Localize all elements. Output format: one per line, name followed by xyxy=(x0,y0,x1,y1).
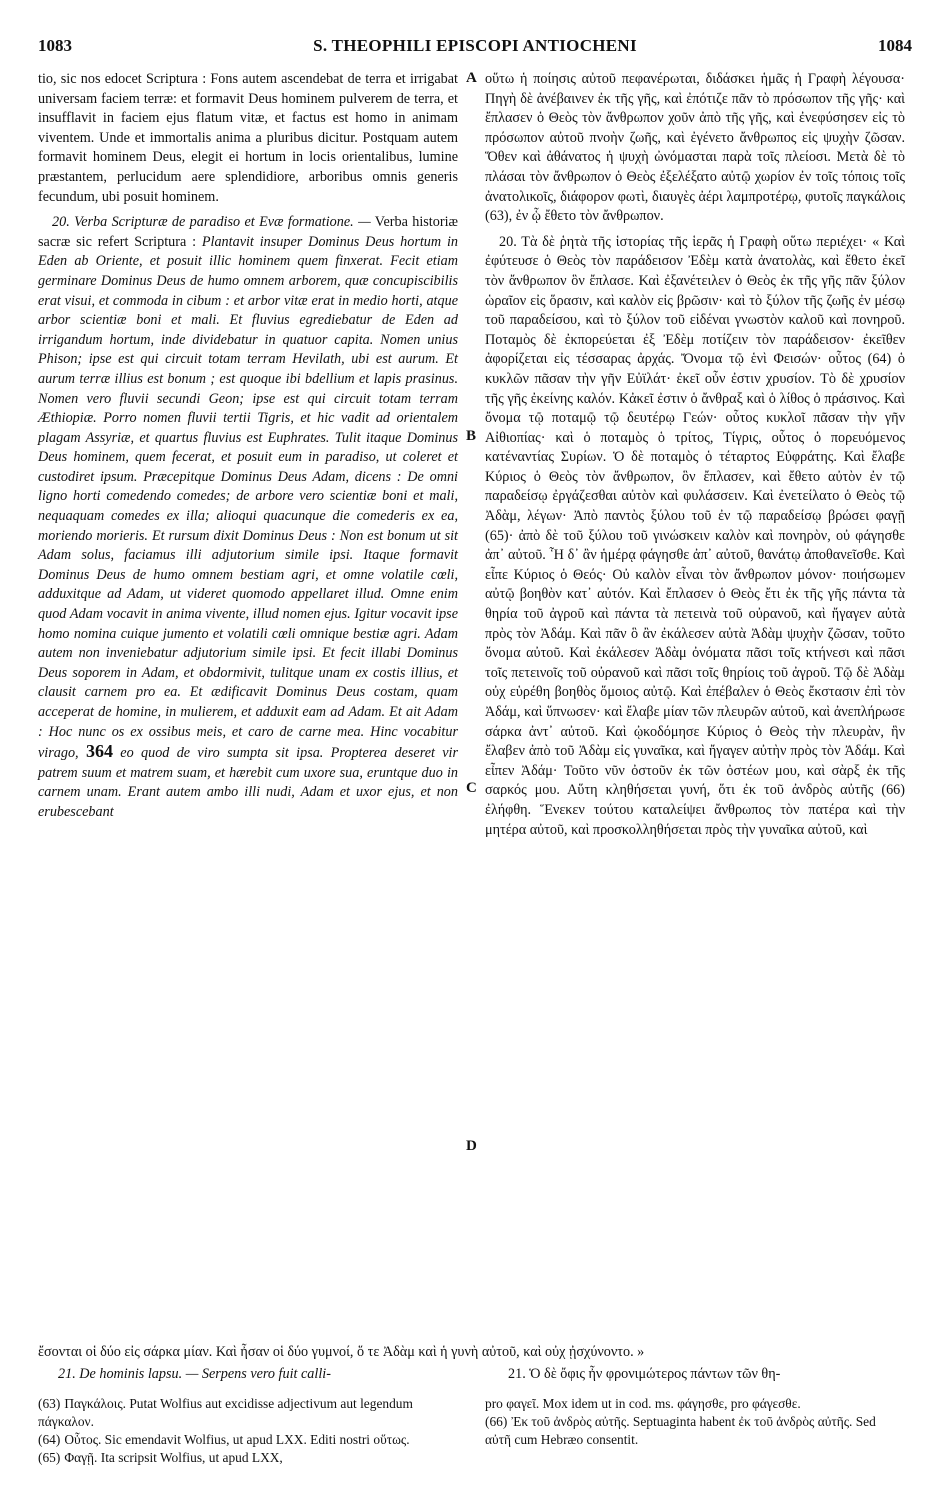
footnote xyxy=(38,1449,458,1467)
section-heading-20-latin: 20. Verba Scripturæ de paradiso et Evæ formatione. — xyxy=(52,214,371,231)
footnotes-right xyxy=(485,1395,905,1449)
footnote xyxy=(485,1395,905,1413)
margin-marker-a: A xyxy=(466,70,477,86)
greek-paragraph-20: 20. Τὰ δὲ ῥητὰ τῆς ἱστορίας τῆς ἱερᾶς ἡ Γραφὴ οὕτω περιέχει· « Καὶ ἐφύτευσε ὁ Θεὸς τὸν παράδεισον Ἐδὲμ κατὰ ἀνατολὰς, καὶ ἔθετο ἐκεῖ τὸν ἄνθρωπον ὃν ἔπλασε. Καὶ ἐξανέτειλεν ὁ Θεὸς ἐκ τῆς γῆς πᾶν ξύλον ὡραῖον εἰς ὅρασιν, καὶ καλὸν εἰς βρῶσιν· καὶ τὸ ξύλον τῆς ζωῆς ἐν μέσῳ τοῦ παραδείσου, καὶ τὸ ξύλον τοῦ εἰδέναι γνωστὸν καλοῦ καὶ πονηροῦ. Ποταμὸς δὲ ἐκπορεύεται ἐξ Ἐδὲμ ποτίζειν τὸν παράδεισον· ἐκεῖθεν ἀφορίζεται εἰς τέσσαρας ἀρχάς. Ὄνομα τῷ ἑνὶ Φεισών· οὗτος (64) ὁ κυκλῶν πᾶσαν τὴν γῆν Εὐϊλάτ· ἐκεῖ οὖν ἐστιν χρυσίον. Τὸ δὲ χρυσίον τῆς γῆς ἐκείνης καλόν. Κἀκεῖ ἐστιν ὁ ἄνθραξ καὶ ὁ λίθος ὁ πράσινος. Καὶ ὄνομα τῷ ποταμῷ τῷ δευτέρῳ Γεών· οὗτος κυκλοῖ πᾶσαν τὴν γῆν Αἰθιοπίας· καὶ ὁ ποταμὸς ὁ τρίτος, Τίγρις, οὗτος ὁ πορευόμενος κατέναντίας Συρίων. Ὁ δὲ ποταμὸς ὁ τέταρτος Εὐφράτης. Καὶ ἔλαβε Κύριος ὁ Θεὸς τὸν ἄνθρωπον, ὃν ἔπλασεν, καὶ ἔθετο αὐτὸν ἐν τῷ παραδείσῳ ἐργάζεσθαι αὐτὸν καὶ φυλάσσειν. Καὶ ἐνετείλατο ὁ Θεὸς τῷ Ἀδὰμ, λέγων· Ἀπὸ παντὸς ξύλου τοῦ ἐν τῷ παραδείσῳ βρώσει φαγῇ (65)· ἀπὸ δὲ τοῦ ξύλου τοῦ γινώσκειν καλὸν καὶ πονηρὸν, οὐ φάγησθε ἀπ᾽ αὐτοῦ. Ἧ δ᾽ ἂν ἡμέρᾳ φάγησθε ἀπ᾽ αὐτοῦ, θανάτῳ ἀποθανεῖσθε. Καὶ εἶπε Κύριος ὁ Θεός· Οὐ καλὸν εἶναι τὸν ἄνθρωπον μόνον· ποιήσωμεν αὐτῷ βοηθὸν κατ᾽ αὐτόν. Καὶ ἔπλασεν ὁ Θεὸς ἔτι ἐκ τῆς γῆς πάντα τὰ θηρία τοῦ ἀγροῦ καὶ πάντα τὰ πετεινὰ τοῦ οὐρανοῦ, καὶ ἤγαγεν αὐτὰ πρὸς τὸν Ἀδάμ. Καὶ πᾶν ὃ ἂν ἐκάλεσεν αὐτὰ Ἀδὰμ ψυχὴν ζῶσαν, τοῦτο ὄνομα αὐτοῦ. Καὶ ἐκάλεσεν Ἀδὰμ ὀνόματα πᾶσι τοῖς κτήνεσι καὶ πᾶσι τοῖς πετεινοῖς τοῦ οὐρανοῦ καὶ πᾶσι τοῖς θηρίοις τοῦ ἀγροῦ. Τῷ δὲ Ἀδὰμ οὐχ εὑρέθη βοηθὸς ὅμοιος αὐτῷ. Καὶ ἐπέβαλεν ὁ Θεὸς ἔκστασιν ἐπὶ τὸν Ἀδάμ, καὶ ὕπνωσεν· καὶ ἔλαβε μίαν τῶν πλευρῶν αὐτοῦ, καὶ ἀνεπλήρωσε σάρκα ἀντ᾽ αὐτοῦ. Καὶ ᾠκοδόμησε Κύριος ὁ Θεὸς τὴν πλευρὰν, ἣν ἔλαβεν ἀπὸ τοῦ Ἀδὰμ εἰς γυναῖκα, καὶ ἤγαγεν αὐτὴν πρὸς τὸν Ἀδάμ. Καὶ εἶπεν Ἀδάμ· Τοῦτο νῦν ὀστοῦν ἐκ τῶν ὀστέων μου, καὶ σὰρξ ἐκ τῆς σαρκός μου. Αὕτη κληθήσεται γυνή, ὅτι ἐκ τοῦ ἀνδρὸς αὐτῆς (66) ἐλήφθη. Ἕνεκεν τούτου καταλείψει ἄνθρωπος τὸν πατέρα καὶ τὴν μητέρα αὐτοῦ, καὶ προσκολληθήσεται πρὸς τὴν γυναῖκα αὐτοῦ, καὶ xyxy=(485,233,905,838)
page-number-right: 1084 xyxy=(878,36,912,55)
footnote-text: Παγκάλοις. Putat Wolfius aut excidisse adjectivum aut legendum πάγκαλον. xyxy=(38,1396,413,1429)
greek-paragraph-19: οὕτω ἡ ποίησις αὐτοῦ πεφανέρωται, διδάσκει ἡμᾶς ἡ Γραφὴ λέγουσα· Πηγὴ δὲ ἀνέβαινεν ἐκ τῆς γῆς, καὶ ἐπότιζε πᾶν τὸ πρόσωπον τῆς γῆς· καὶ ἔπλασεν ὁ Θεὸς τὸν ἄνθρωπον χοῦν ἀπὸ τῆς γῆς, καὶ ἐνεφύσησεν εἰς τὸ πρόσωπον αὐτοῦ πνοὴν ζωῆς, καὶ ἐγένετο ἄνθρωπος εἰς ψυχὴν ζῶσαν. Ὅθεν καὶ ἀθάνατος ἡ ψυχὴ ὠνόμασται παρὰ τοῖς πλείοσι. Μετὰ δὲ τὸ πλάσαι τὸν ἄνθρωπον ὁ Θεὸς ἐξελέξατο αὐτῷ χωρίον ἐν τοῖς τόποις τοῖς ἀνατολικοῖς, διάφορον φωτὶ, διαυγὲς ἀέρι λαμπροτέρῳ, φυτοῖς παγκάλοις (63), ἐν ᾧ ἔθετο τὸν ἄνθρωπον. xyxy=(485,71,905,225)
section-heading-21-latin: 21. De hominis lapsu. — Serpens vero fuit calli- xyxy=(58,1366,331,1382)
greek-column xyxy=(485,70,905,840)
margin-marker-b: B xyxy=(466,428,477,444)
footnote-number: (64) xyxy=(38,1432,61,1447)
margin-marker-c: C xyxy=(466,780,477,796)
latin-intro: Verba historiæ sacræ sic refert Scriptura : xyxy=(38,214,458,250)
footnote-text: pro φαγεῖ. Mox idem ut in cod. ms. φάγησθε, pro φάγεσθε. xyxy=(485,1396,801,1411)
footnote xyxy=(38,1431,458,1449)
running-title: S. THEOPHILI EPISCOPI ANTIOCHENI xyxy=(313,36,637,55)
footnote-text: Ἐκ τοῦ ἀνδρὸς αὐτῆς. Septuaginta habent ἐκ τοῦ ἀνδρὸς αὐτῆς. Sed αὐτῆ cum Hebræo consentit. xyxy=(485,1414,876,1447)
latin-paragraph-20 xyxy=(38,213,458,822)
page-header xyxy=(38,36,912,62)
footnote xyxy=(485,1413,905,1449)
side-number: 364 xyxy=(85,741,113,762)
footnote-number: (63) xyxy=(38,1396,61,1411)
margin-marker-d: D xyxy=(466,1138,477,1154)
footnote-text: Οὗτος. Sic emendavit Wolfius, ut apud LXX. Editi nostri οὕτως. xyxy=(64,1432,410,1447)
page-number-left: 1083 xyxy=(38,36,72,55)
latin-scripture-quote: Plantavit insuper Dominus Deus hortum in Eden ab Oriente, et posuit illic hominem quem finxerat. Fecit etiam germinare Dominus Deus de humo omnem arborem, quæ concupiscibilis erat visui, et commoda in cibum : et arbor vitæ erat in medio horti, atque arbor scientiæ boni et mali. Et fluvius egrediebatur de Eden ad irrigandum hortum, inde dividebatur in quatuor capita. Nomen unius Phison; ipse est qui circuit totam terram Hevilath, ubi est aurum. Et aurum terræ illius est bonum ; est quoque ibi bdellium et lapis prasinus. Nomen vero fluvii secundi Geon; ipse est qui circuit totam terram Æthiopiæ. Porro nomen fluvii tertii Tigris, et hic vadit ad orientalem plagam Assyriæ, et quartus fluvius est Euphrates. Tulit itaque Dominus Deus hominem, quem fecerat, et posuit eum in paradiso, ut coleret et custodiret ipsum. Præcepitque Dominus Deus Adam, dicens : De omni ligno horti comedendo comedes; de arbore vero scientiæ boni et mali, nequaquam comedes ex illa; alioqui quacunque die comederis ex ea, moriendo morieris. Et rursum dixit Dominus Deus : Non est bonum ut sit Adam solus, faciamus illi adjutorium simile ipsi. Itaque formavit Dominus Deus de humo omnem bestiam agri, et omne volatile cœli, adduxitque ad Adam, ut videret quomodo appellaret illud. Omne enim quod Adam vocavit in anima vivente, illud nomen ejus. Igitur vocavit ipse homo nomina cuique jumento et volatili cœli omnique bestiæ agri. Adam autem non inveniebatur adjutorium simile ipsi. Et fecit illabi Dominus Deus soporem in Adam, et obdormivit, tulitque unam ex costis illius, et clausit carnem pro ea. Et ædificavit Dominus Deus costam, quam acceperat de homine, in mulierem, et adduxit eam ad Adam. Et ait Adam : Hoc nunc os ex ossibus meis, et caro de carne mea. Hinc vocabitur virago, xyxy=(38,233,458,762)
footnotes-left xyxy=(38,1395,458,1467)
footnote-number: (66) xyxy=(485,1414,508,1429)
latin-paragraph-19: tio, sic nos edocet Scriptura : Fons autem ascendebat de terra et irrigabat universam faciem terræ: et formavit Deus hominem pulverem de terra, et insufflavit in faciem ejus flatum vitæ, et factus est homo in animam viventem. Unde et immortalis anima a pluribus dicitur. Postquam autem formavit hominem Deus, elegit ei hortum in locis orientalibus, lumine præstantem, perlucidum aere splendidiore, arboribus omnis generis fecundum, ubi posuit hominem. xyxy=(38,71,458,205)
footnote xyxy=(38,1395,458,1431)
section-heading-21-greek: 21. Ὁ δὲ ὄφις ἦν φρονιμώτερος πάντων τῶν θη- xyxy=(508,1366,781,1382)
footnote-text: Φαγῇ. Ita scripsit Wolfius, ut apud LXX, xyxy=(64,1450,283,1465)
spanning-greek-line: ἔσονται οἱ δύο εἰς σάρκα μίαν. Καὶ ἦσαν οἱ δύο γυμνοί, ὅ τε Ἀδὰμ καὶ ἡ γυνὴ αὐτοῦ, καὶ οὐχ ᾐσχύνοντο. » xyxy=(38,1344,645,1360)
latin-column xyxy=(38,70,458,823)
footnote-number: (65) xyxy=(38,1450,61,1465)
latin-scripture-quote-cont: eo quod de viro sumpta sit ipsa. Propterea deseret vir patrem suum et matrem suam, et hærebit cum uxore sua, eruntque duo in carnem unam. Erant autem ambo illi nudi, Adam et uxor ejus, et non erubescebant xyxy=(38,745,459,820)
